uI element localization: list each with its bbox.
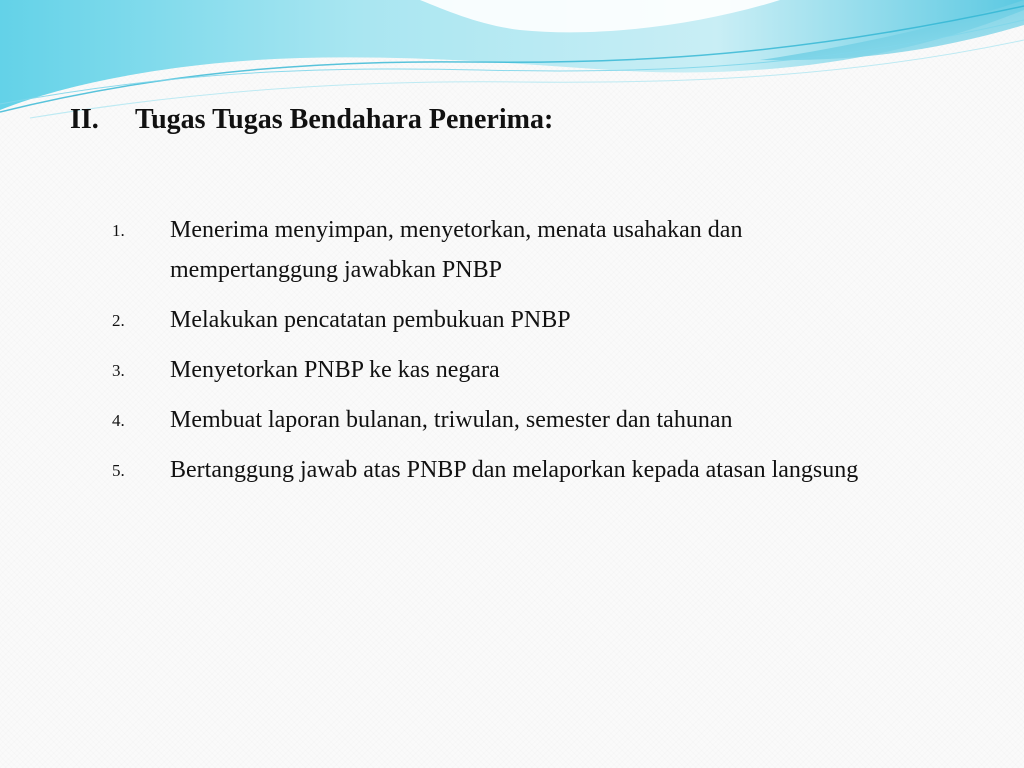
list-item xyxy=(0,350,1024,390)
list-item-text: Melakukan pencatatan pembukuan PNBP xyxy=(170,307,571,333)
list-item-number: 1. xyxy=(112,221,125,240)
list-item-text: Membuat laporan bulanan, triwulan, semester dan tahunan xyxy=(170,407,733,433)
list-item-text: Bertanggung jawab atas PNBP dan melaporkan kepada atasan langsung xyxy=(170,457,859,483)
list-item-number: 3. xyxy=(112,361,125,380)
list-item xyxy=(0,210,1024,290)
slide-heading xyxy=(70,100,970,144)
list-item-number: 4. xyxy=(112,411,125,430)
task-list xyxy=(0,210,1024,500)
heading-title: Tugas Tugas Bendahara Penerima: xyxy=(135,104,554,135)
list-item-number: 2. xyxy=(112,311,125,330)
heading-number: II. xyxy=(70,104,99,135)
list-item-text: Menyetorkan PNBP ke kas negara xyxy=(170,357,500,383)
list-item xyxy=(0,300,1024,340)
list-item xyxy=(0,400,1024,440)
list-item-text: Menerima menyimpan, menyetorkan, menata usahakan dan mempertanggung jawabkan PNBP xyxy=(170,217,743,283)
list-item-number: 5. xyxy=(112,461,125,480)
list-item xyxy=(0,450,1024,490)
